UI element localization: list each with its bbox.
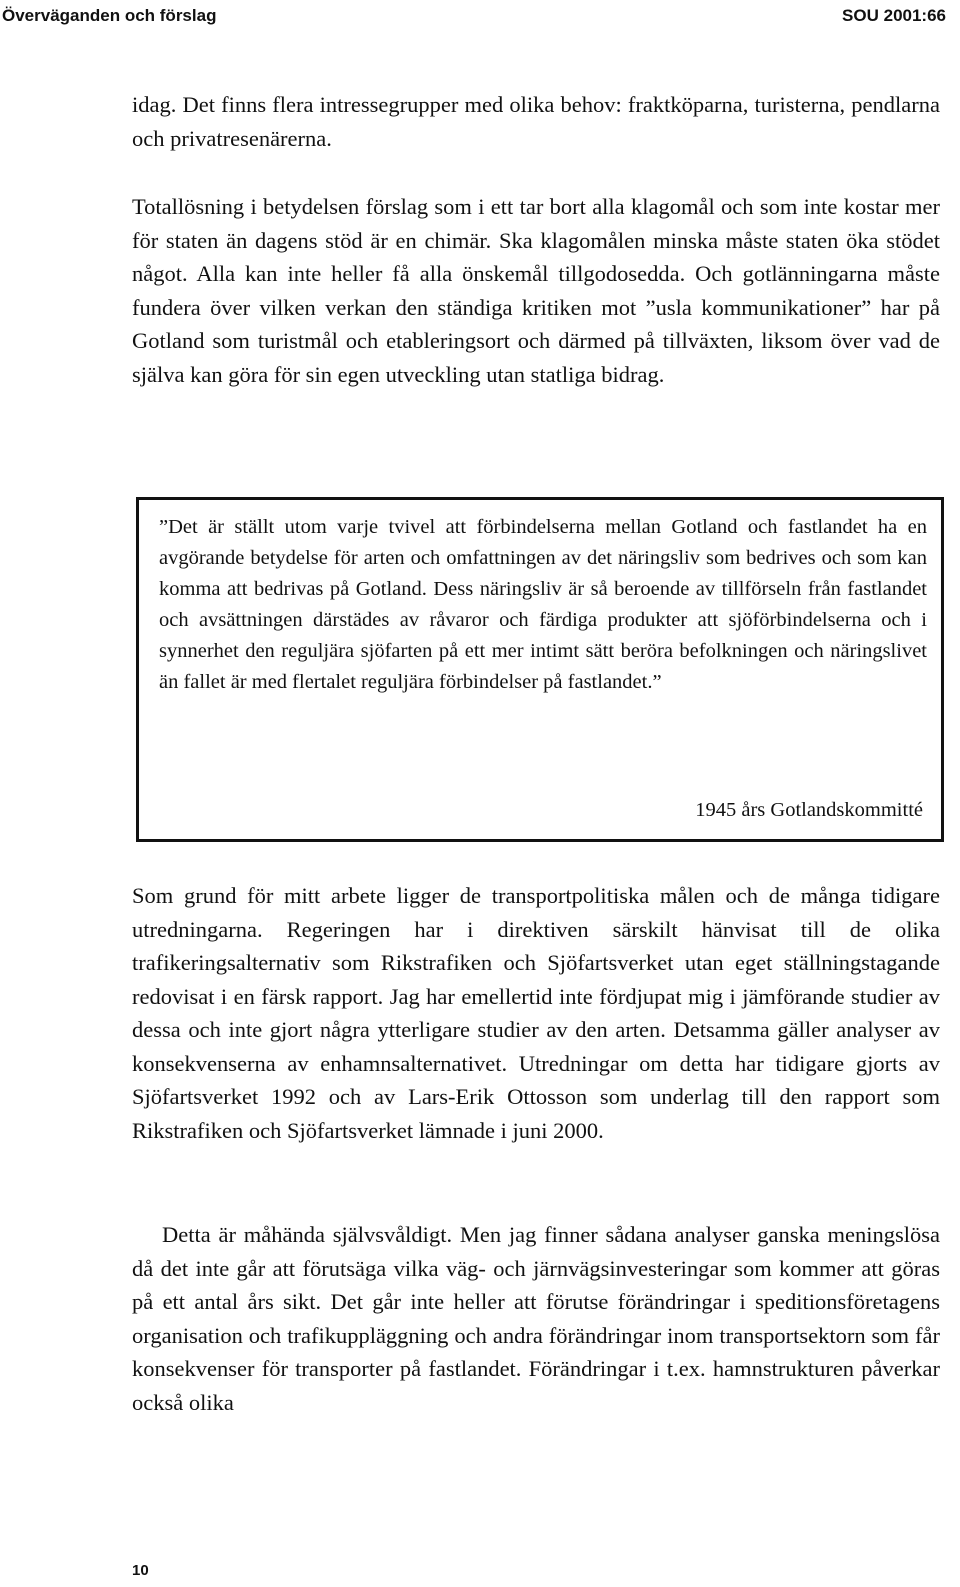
body-paragraph-1: idag. Det finns flera intressegrupper med olika behov: fraktköparna, turisterna, pendlarna och privatresenärerna.: [132, 92, 940, 151]
page-number: 10: [132, 1562, 149, 1579]
header-report-number: SOU 2001:66: [842, 6, 946, 25]
running-header: [0, 0, 960, 34]
header-title: Överväganden och förslag: [2, 6, 217, 25]
quote-text: ”Det är ställt utom varje tvivel att förbindelserna mellan Gotland och fastlandet ha en avgörande betydelse för arten och omfattningen av det näringsliv som bedrives och som kan komma att bedrivas på Gotland. Dess näringsliv är så beroende av tillförseln från fastlandet och avsättningen därstädes av råvaror och färdiga produkter att sjöförbindelserna och i synnerhet den reguljära sjöfarten på ett mer intimt sätt beröra befolkningen och näringslivet än fallet är med flertalet reguljära förbindelser på fastlandet.”: [159, 516, 927, 693]
body-paragraph-4: Detta är måhända självsvåldigt. Men jag finner sådana analyser ganska meningslösa då det inte går att förutsäga vilka väg- och järnvägsinvesteringar som kommer att göras på ett antal års sikt. Det går inte heller att förutse förändringar i speditionsföretagens organisation och trafikuppläggning och andra förändringar inom transportsektorn som får konsekvenser för transporter på fastlandet. Förändringar i t.ex. hamnstrukturen påverkar också olika: [132, 1222, 940, 1415]
body-paragraph-3: Som grund för mitt arbete ligger de transportpolitiska målen och de många tidigare utredningarna. Regeringen har i direktiven särskilt hänvisat till de olika trafikeringsalternativ som Rikstrafiken och Sjöfartsverket utan eget ställningstagande redovisat i en färsk rapport. Jag har emellertid inte fördjupat mig i jämförande studier av dessa och inte gjort några ytterligare studier av den arten. Detsamma gäller analyser av konsekvenserna av enhamnsalternativet. Utredningar om detta har tidigare gjorts av Sjöfartsverket 1992 och av Lars-Erik Ottosson som underlag till den rapport som Rikstrafiken och Sjöfartsverket lämnade i juni 2000.: [132, 883, 940, 1143]
quote-attribution: 1945 års Gotlandskommitté: [695, 799, 923, 821]
quote-box: [136, 497, 944, 842]
body-paragraph-2: Totallösning i betydelsen förslag som i ett tar bort alla klagomål och som inte kostar mer för staten än dagens stöd är en chimär. Ska klagomålen minska måste staten öka stödet något. Alla kan inte heller få alla önskemål tillgodosedda. Och gotlänningarna måste fundera över vilken verkan den ständiga kritiken mot ”usla kommunikationer” har på Gotland som turistmål och etableringsort och därmed på tillväxten, liksom över vad de själva kan göra för sin egen utveckling utan statliga bidrag.: [132, 194, 940, 387]
